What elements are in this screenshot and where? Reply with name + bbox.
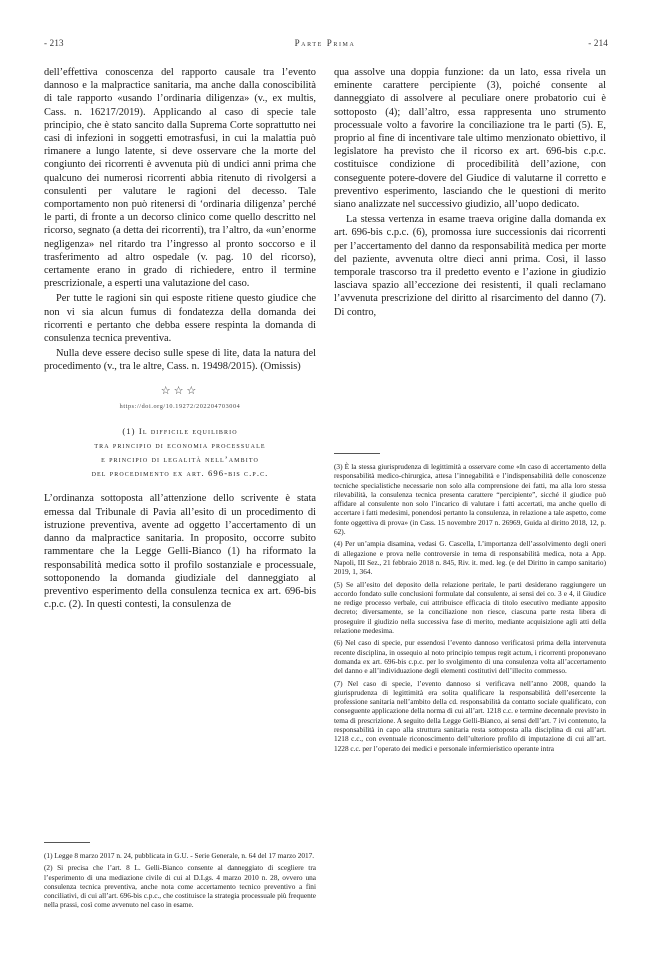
footnote-7: (7) Nel caso di specie, l’evento dannoso si verificava nell’anno 2008, quando la giurisprudenza di legittimità era solita qualificare la responsabilità dell’esercente la professione sanitaria nell’ambito della cd. responsabilità da contatto sociale qualificato, con conseguente applicazione della norma di cui all’art. 1218 c.c. e termine decennale previsto in tema di prescrizione. A seguito della Legge Gelli-Bianco, ai sensi dell’art. 7 ivi contenuto, la responsabilità in capo alla struttura sanitaria resta sottoposta alla disciplina di cui all’art. 1218 c.c., con eventuale riconoscimento dell’ulteriore profilo di imputazione di cui all’art. 1228 c.c. per l’operato dei medici e personale infermieristico operante intra [334,678,606,753]
page-number-right: - 214 [588,38,608,48]
doi-link[interactable]: https://doi.org/10.19272/202204703004 [119,402,241,410]
section-title-line-1: (1) Il difficile equilibrio [122,425,238,436]
footnote-6: (6) Nel caso di specie, pur essendosi l’evento dannoso verificatosi prima della intervenuta recente disciplina, in ossequio al noto principio tempus regit actum, i ricorrenti proponevano domanda ex art. 696-bis c.p.c. per lo svolgimento di una consulenza volta all’accertamento del danno e all’individuazione degli elementi costitutivi dell’illecito commesso. [334,638,606,676]
left-column [44,66,316,611]
footnote-2: (2) Si precisa che l’art. 8 L. Gelli-Bianco consente al danneggiato di scegliere tra l’esperimento di una mediazione civile di cui al D.Lgs. 4 marzo 2010 n. 28, ovvero una consulenza tecnica preventiva, anche nota come accertamento tecnico preventivo a fini conciliativi, di cui all’art. 696-bis c.p.c., che costituisce la strategia processuale più frequente nella prassi, così come avvenuto nel caso in esame. [44,863,316,910]
footnote-3: (3) È la stessa giurisprudenza di legittimità a osservare come «In caso di accertamento della responsabilità medico-chirurgica, attesa l’innegabilità e l’indispensabilità delle conoscenze tecniche specialistiche necessarie non solo alla comprensione dei fatti, ma alla loro stessa rilevabilità, la consulenza tecnica presenta carattere “percipiente”, sicché il giudice può affidare al consulente non solo l’incarico di valutare i fatti accertati, ma anche quello di accertare i fatti medesimi, ponendosi pertanto la consulenza, in relazione a tale aspetto, come fonte oggettiva di prova» (in Cass. 15 novembre 2017 n. 26969, Guida al diritto 2018, 12, p. 62). [334,462,606,537]
left-paragraph-3: Nulla deve essere deciso sulle spese di lite, data la natura del procedimento (v., tra le altre, Cass. n. 19498/2015). (Omissis) [44,348,316,373]
section-title-line-2: tra principio di economia processuale [94,439,266,450]
section-separator-stars: ☆☆☆ [160,384,200,397]
right-paragraph-1: qua assolve una doppia funzione: da un lato, essa rivela un eminente carattere percipiente (3), poiché consente al danneggiato di assolvere al peculiare onere probatorio cui è sottoposto (4); dall’altro, essa rappresenta uno strumento processuale volto a favorire la conciliazione tra le parti (5). E, proprio al fine di incentivare tale ultimo menzionato obiettivo, il legislatore ha previsto che il ricorso ex art. 696-bis c.p.c. costituisce condizione di procedibilità dell’azione, con conseguente potere-dovere del Giudice di valutarne il corretto e preventivo esperimento, lasciando che le questioni di merito siano analizzate nel successivo giudizio, all’uopo dedicato. [334,67,606,211]
section-title-line-4: del procedimento ex art. 696-bis c.p.c. [91,468,269,479]
right-footnotes [334,453,606,756]
left-footnotes [44,842,316,913]
right-column [334,66,606,319]
footnote-5: (5) Se all’esito del deposito della relazione peritale, le parti desiderano raggiungere un accordo fondato sulle conclusioni formulate dal consulente, ai sensi dei co. 3 e 4, il Giudice ne redige processo verbale, cui attribuisce efficacia di titolo esecutivo mediante apposito decreto; diversamente, se la conciliazione non riesce, ciascuna parte resta libera di proseguire il giudizio nella successiva fase di merito, mediante acquisizione agli atti della relazione medesima. [334,579,606,636]
left-paragraph-4: L’ordinanza sottoposta all’attenzione dello scrivente è stata emessa dal Tribunale di Pavia all’esito di un procedimento di istruzione preventiva, avente ad oggetto l’accertamento di un danno da malpractice sanitaria. In proposito, occorre subito rammentare che la Legge Gelli-Bianco (1) ha riformato la responsabilità medica sotto il profilo sostanziale e processuale, sottoponendo la domanda giudiziale del danneggiato al preventivo esperimento della consulenza tecnica ex art. 696-bis c.p.c. (2). In questi contesti, la consulenza de [44,493,316,611]
left-paragraph-2: Per tutte le ragioni sin qui esposte ritiene questo giudice che non vi sia alcun fumus di fondatezza della domanda dei ricorrenti e pertanto che debba essere respinta la domanda di consulenza tecnica preventiva. [44,293,316,345]
footnote-rule [334,453,380,454]
footnote-4: (4) Per un’ampia disamina, vedasi G. Cascella, L’importanza dell’assolvimento degli oneri di allegazione e prova nelle controversie in tema di responsabilità medica, nota a App. Napoli, III Sez., 21 febbraio 2018 n. 845, Riv. it. med. leg. (e del Diritto in campo sanitario) 2019, 1, 364. [334,539,606,577]
running-header: Parte Prima [294,38,356,48]
page-number-left: - 213 [44,38,64,48]
section-title [44,424,316,481]
footnote-rule [44,842,90,843]
left-paragraph-1: dell’effettiva conoscenza del rapporto causale tra l’evento dannoso e la malpractice sanitaria, ma anche dalla conoscibilità di tale rapporto «usando l’ordinaria diligenza» (v., ex multis, Cass. n. 16217/2019). Applicando al caso di specie tale principio, che è stato sancito dalla Suprema Corte soprattutto nei casi di infezioni in soggetti emotrasfusi, in cui la malattia può rimanere a lungo latente, si deve osservare che la morte del congiunto dei ricorrenti è avvenuta più di undici anni prima che qualcuno dei numerosi ricorrenti abbia ritenuto di rivolgersi a consulenti per valutare le ragioni del decesso. Tale comportamento non può ritenersi di ‘ordinaria diligenza’ perché le parti, di fronte a un decorso clinico come quello descritto nel ricorso, segnato (a detta dei ricorrenti), tra l’altro, da «un’enorme negligenza» nel ritardo tra l’ingresso al pronto soccorso e il trasferimento ad altro ospedale (v. pag. 10 del ricorso), certamente erano in grado di richiedere, entro il termine prescrizionale, a esperti una valutazione del caso. [44,67,316,290]
section-title-line-3: e principio di legalità nell’ambito [101,454,259,465]
right-paragraph-2: La stessa vertenza in esame traeva origine dalla domanda ex art. 696-bis c.p.c. (6), promossa iure successionis dai ricorrenti per l’accertamento del danno da responsabilità medica per morte del paziente, avvenuta oltre dieci anni prima. Così, il lasso temporale trascorso tra il predetto evento e l’azione in giudizio lasciava spazio all’eccezione dei resistenti, il quali reclamano l’avvenuta prescrizione del diritto al risarcimento del danno (7). Di contro, [334,214,606,318]
footnote-1: (1) Legge 8 marzo 2017 n. 24, pubblicata in G.U. - Serie Generale, n. 64 del 17 marzo 2017. [44,851,315,860]
